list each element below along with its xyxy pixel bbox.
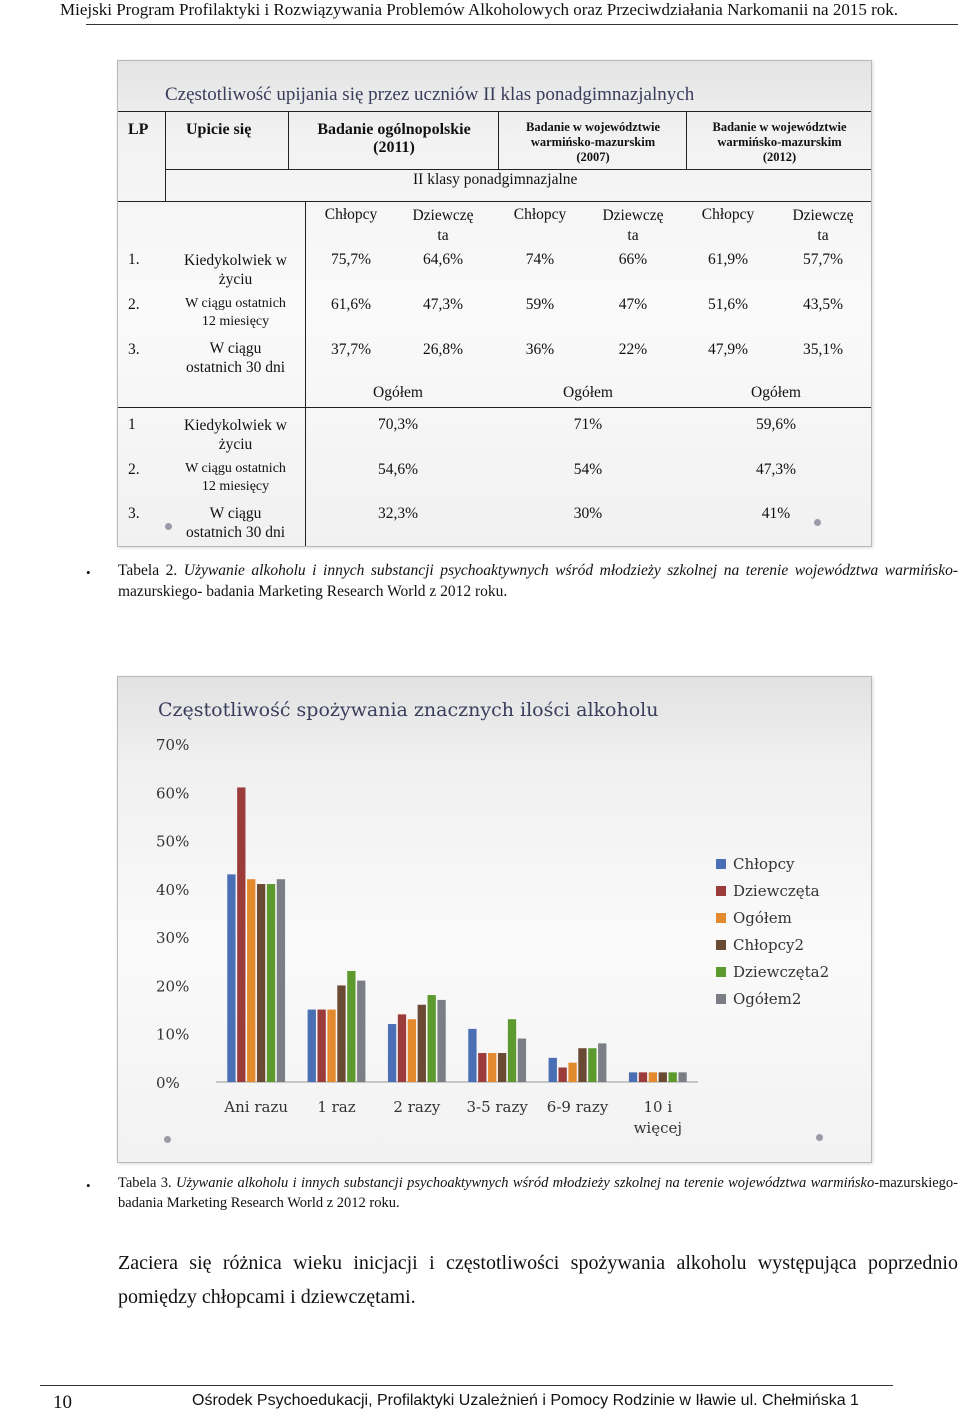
table-cell: 35,1% [802,341,844,358]
bullet-icon: • [86,1178,91,1193]
legend-swatch [716,886,726,896]
gender-label: Chłopcy [324,206,378,223]
y-tick-label: 50% [156,832,190,851]
col-header-ogolnopolskie: Badanie ogólnopolskie (2011) [317,121,471,156]
table-cell: 47,3% [755,461,797,478]
row-lp: 1. [128,251,140,268]
ogolem-label: Ogółem [563,384,613,401]
table-cell: 66% [618,251,648,268]
legend-label: Chłopcy2 [733,936,805,954]
bullet-icon: • [86,565,91,580]
x-tick-label: 3-5 razy [466,1098,528,1116]
table-line [118,111,871,112]
ogolem-label: Ogółem [751,384,801,401]
footer-divider [40,1385,893,1386]
row-lp: 1 [128,416,136,433]
bar [518,1039,526,1082]
table-cell: 75,7% [330,251,372,268]
decorative-dot [165,523,172,530]
bar [247,879,255,1082]
y-tick-label: 30% [156,929,190,948]
header-divider [86,24,958,25]
y-tick-label: 40% [156,880,190,899]
bar [267,884,275,1082]
row-label: Kiedykolwiek w życiu [184,417,287,453]
bar [227,874,235,1082]
body-paragraph: Zaciera się różnica wieku inicjacji i częstotliwości spożywania alkoholu występująca poprzednio pomiędzy chłopcami i dziewczętami. [118,1252,958,1308]
y-tick-label: 10% [156,1025,190,1044]
legend-label: Dziewczęta [733,882,820,900]
bar [428,995,436,1082]
row-lp: 3. [128,341,140,358]
table-cell: 74% [525,251,555,268]
bar [257,884,265,1082]
gender-label: Chłopcy [513,206,567,223]
x-tick-label: Ani razu [224,1098,289,1116]
table-cell: 47,3% [422,296,464,313]
legend-label: Ogółem [733,909,792,927]
table-line [686,111,687,169]
bar [588,1048,596,1082]
row-label: W ciągu ostatnich 30 dni [185,340,286,376]
table-line [118,201,871,202]
table-cell: 57,7% [802,251,844,268]
bar [237,787,245,1082]
x-tick-label: 10 i [643,1098,673,1116]
table-cell: 37,7% [330,341,372,358]
decorative-dot [164,1136,171,1143]
bar [568,1063,576,1082]
bar [498,1053,506,1082]
x-tick-label: 1 raz [317,1098,356,1116]
bar [388,1024,396,1082]
bar [468,1029,476,1082]
bar [669,1072,677,1082]
legend-swatch [716,967,726,977]
table-cell: 71% [573,416,603,433]
table-cell: 41% [761,505,791,522]
legend-label: Ogółem2 [733,990,802,1008]
bar [277,879,285,1082]
bar [598,1043,606,1082]
row-lp: 2. [128,461,140,478]
table-cell: 26,8% [422,341,464,358]
bar [488,1053,496,1082]
bar [478,1053,486,1082]
table-line [165,169,871,170]
x-tick-label: więcej [633,1119,683,1137]
bar [318,1010,326,1082]
row-lp: 2. [128,296,140,313]
table-cell: 64,6% [422,251,464,268]
table-line [498,111,499,169]
x-tick-label: 6-9 razy [546,1098,609,1116]
bar [578,1048,586,1082]
page-number: 10 [53,1392,72,1413]
table-cell: 54% [573,461,603,478]
bar [659,1072,667,1082]
row-lp: 3. [128,505,140,522]
table-cell: 32,3% [377,505,419,522]
bar [337,985,345,1082]
table-line [288,111,289,169]
legend-label: Dziewczęta2 [733,963,830,981]
chart-caption: Tabela 3. Używanie alkoholu i innych substancji psychoaktywnych wśród młodzieży szkolnej na terenie województwa warmińsko-mazurskiego- badania Marketing Research World z 2012 roku. [118,1175,958,1211]
row-label: W ciągu ostatnich 12 miesięcy [185,296,286,329]
y-tick-label: 20% [156,977,190,996]
gender-label: Chłopcy [701,206,755,223]
table-cell: 70,3% [377,416,419,433]
legend-swatch [716,913,726,923]
chart-title: Częstotliwość spożywania znacznych ilości alkoholu [158,699,659,721]
table-cell: 61,6% [330,296,372,313]
legend-label: Chłopcy [733,855,795,873]
table-caption: Tabela 2. Używanie alkoholu i innych substancji psychoaktywnych wśród młodzieży szkolnej na terenie województwa warmińsko-mazurskiego- badania Marketing Research World z 2012 roku. [118,562,958,600]
table-cell: 51,6% [707,296,749,313]
bar [508,1019,516,1082]
table-cell: 54,6% [377,461,419,478]
bar [347,971,355,1082]
footer-text: Ośrodek Psychoedukacji, Profilaktyki Uzależnień i Pomocy Rodzinie w Iławie ul. Chełmińska 1 [192,1392,859,1409]
subheader-class-level: II klasy ponadgimnazjalne [413,171,578,188]
table-line [118,407,871,408]
document-header-title: Miejski Program Profilaktyki i Rozwiązywania Problemów Alkoholowych oraz Przeciwdziałania Narkomanii na 2015 rok. [60,0,898,19]
table-cell: 36% [525,341,555,358]
bar [649,1072,657,1082]
bar [549,1058,557,1082]
y-tick-label: 0% [156,1074,180,1092]
table-panel-binge-frequency [117,60,872,547]
gender-label: Dziewczę ta [792,207,854,244]
table-title: Częstotliwość upijania się przez uczniów II klas ponadgimnazjalnych [165,84,695,105]
col-header-upicie: Upicie się [186,121,252,138]
chart-panel [117,676,872,1163]
decorative-dot [814,519,821,526]
bar [327,1010,335,1082]
bar [357,981,365,1082]
table-cell: 59,6% [755,416,797,433]
y-tick-label: 70% [156,736,190,754]
bar [418,1005,426,1082]
table-line [305,201,306,546]
table-line [165,111,166,201]
gender-label: Dziewczę ta [412,207,474,244]
table-cell: 30% [573,505,603,522]
row-label: Kiedykolwiek w życiu [184,252,287,288]
table-cell: 22% [618,341,648,358]
gender-label: Dziewczę ta [602,207,664,244]
legend-swatch [716,994,726,1004]
bar [559,1068,567,1082]
row-label: W ciągu ostatnich 30 dni [185,505,286,541]
table-cell: 47% [618,296,648,313]
row-label: W ciągu ostatnich 12 miesięcy [185,461,286,494]
y-tick-label: 60% [156,784,190,803]
bar [398,1014,406,1082]
x-tick-label: 2 razy [393,1098,441,1116]
legend-swatch [716,859,726,869]
table-cell: 47,9% [707,341,749,358]
table-cell: 61,9% [707,251,749,268]
bar [678,1072,686,1082]
col-header-lp: LP [128,121,149,138]
ogolem-label: Ogółem [373,384,423,401]
decorative-dot [816,1134,823,1141]
bar [629,1072,637,1082]
bar-chart [118,677,871,1162]
table-cell: 59% [525,296,555,313]
table-cell: 43,5% [802,296,844,313]
bar [639,1072,647,1082]
bar [308,1010,316,1082]
legend-swatch [716,940,726,950]
bar [408,1019,416,1082]
col-header-2007: Badanie w województwie warmińsko-mazurskim (2007) [525,120,660,164]
bar [437,1000,445,1082]
col-header-2012: Badanie w województwie warmińsko-mazurskim (2012) [712,120,847,164]
